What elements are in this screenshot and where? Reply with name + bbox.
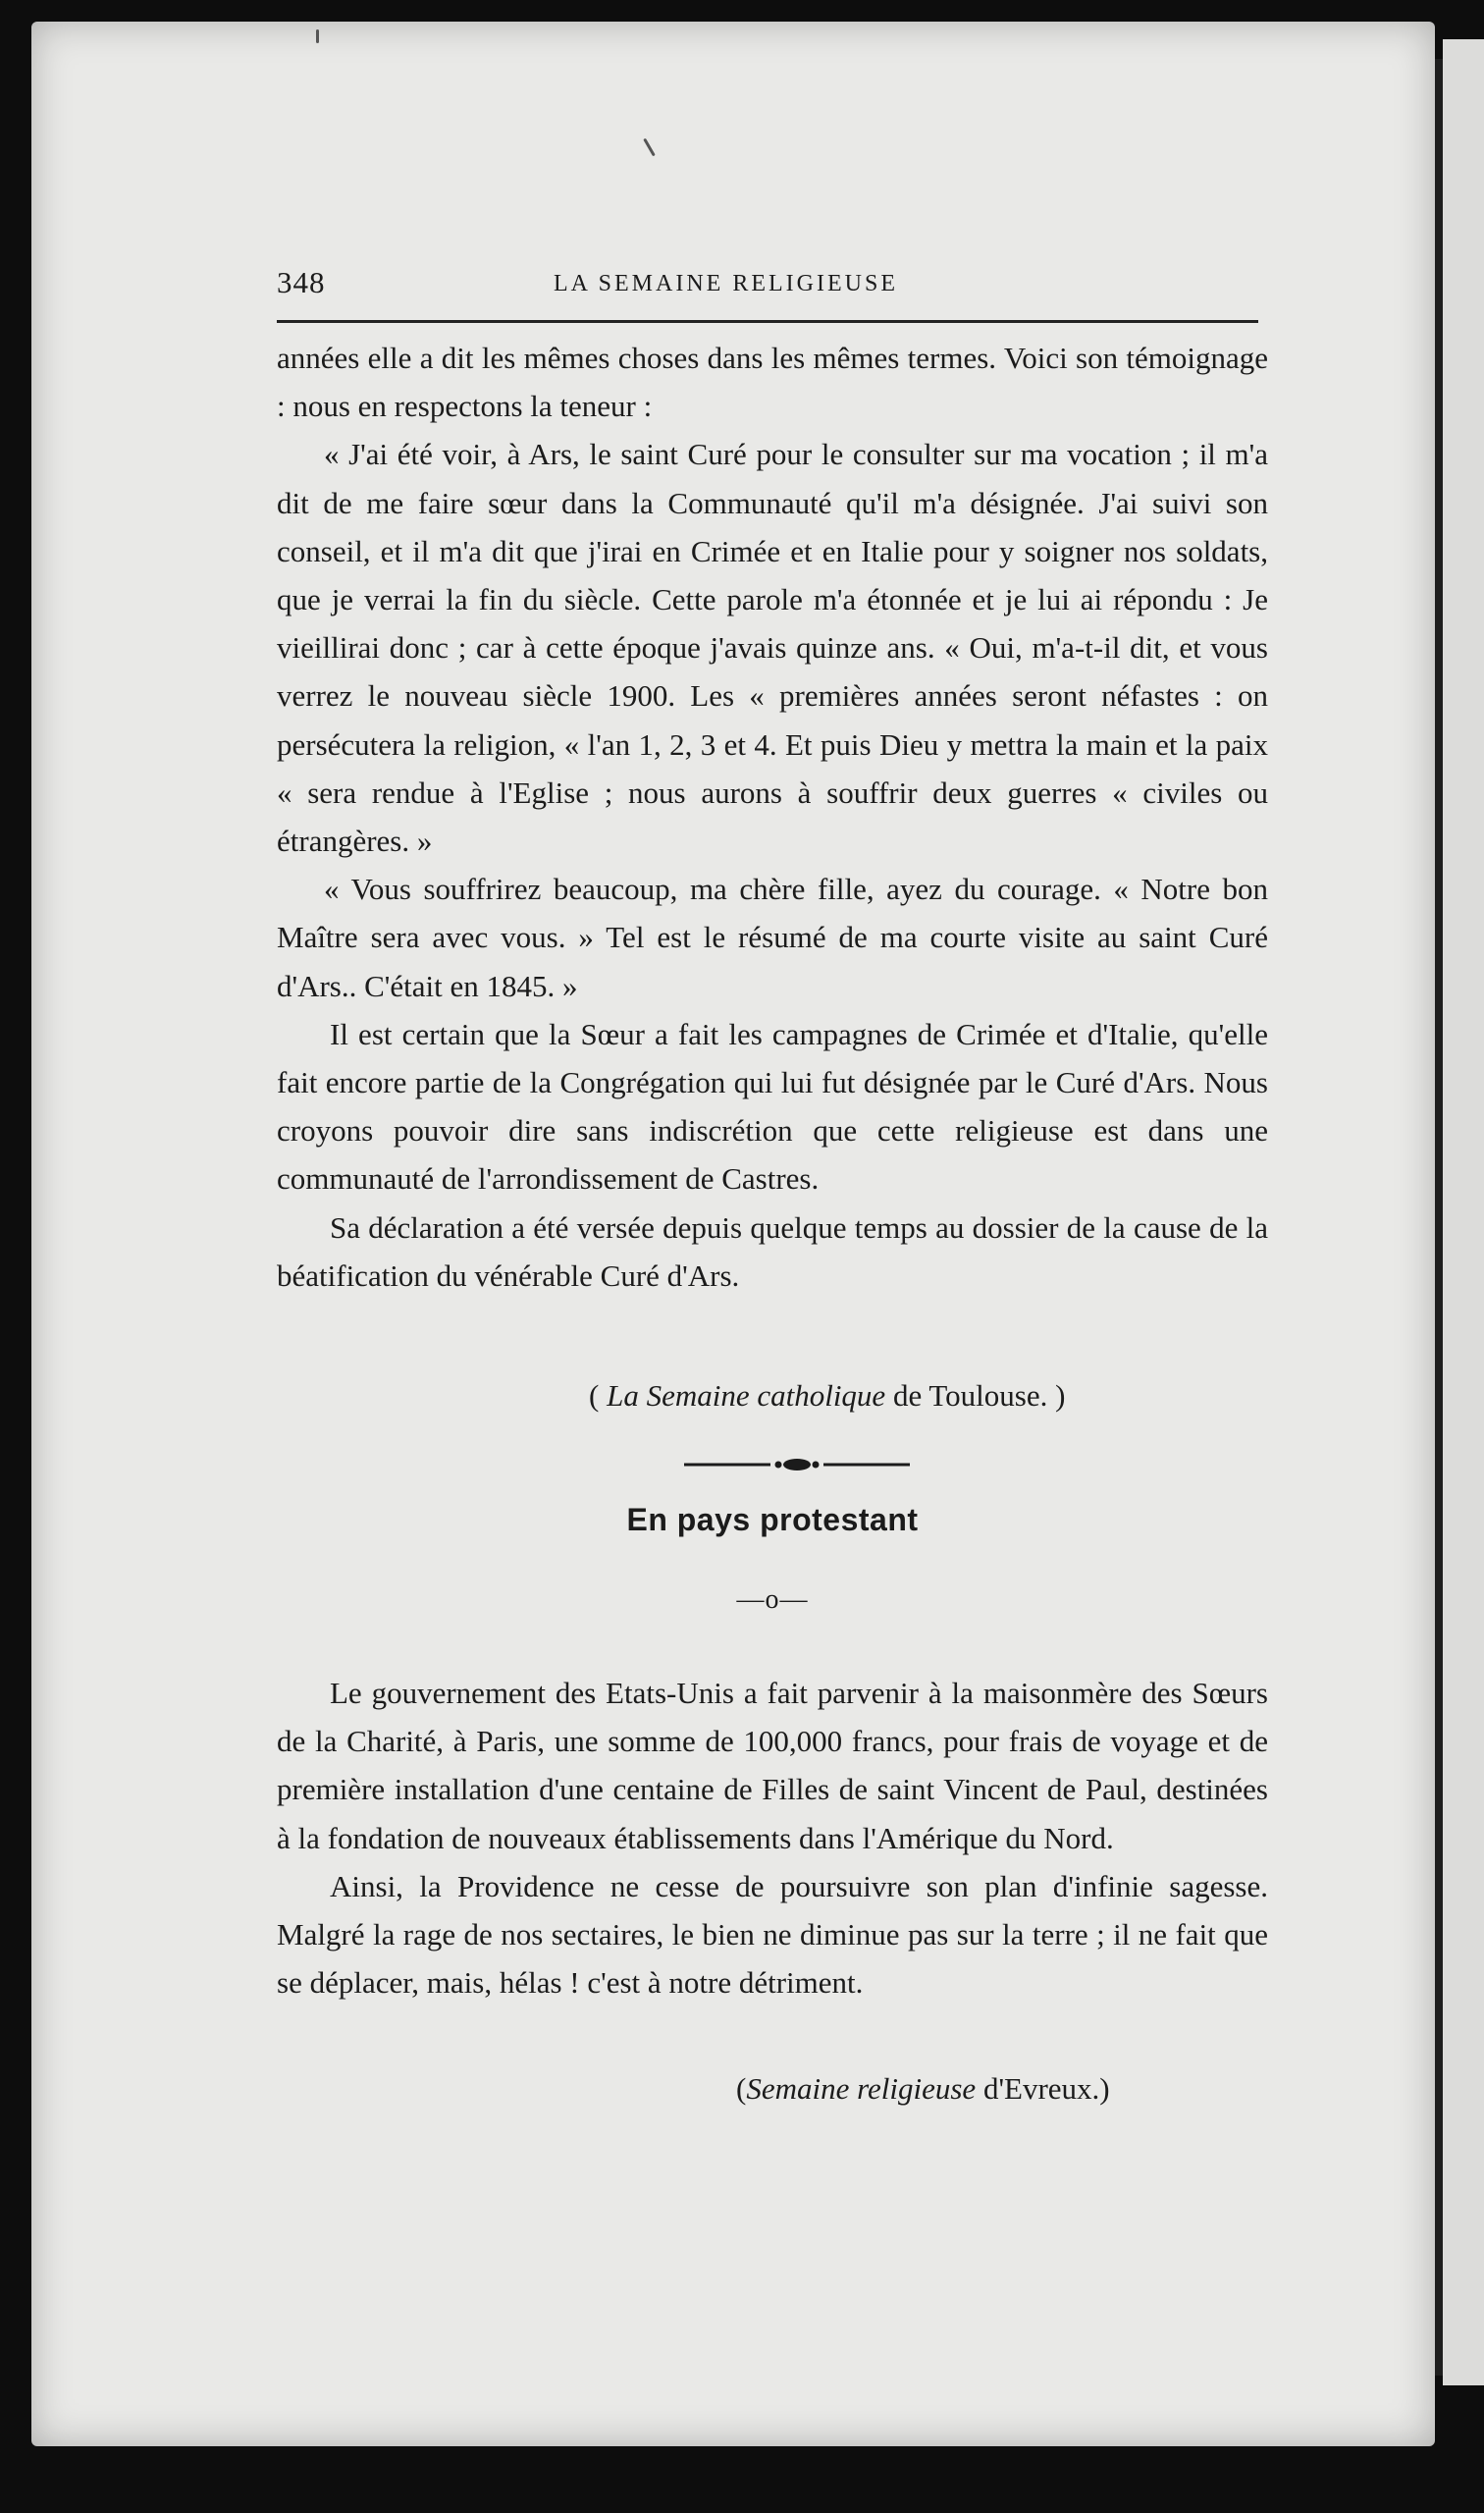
article-1-source: [589, 1378, 1065, 1414]
article-1-body: [277, 334, 1268, 1300]
source-publication: La Semaine catholique: [607, 1378, 886, 1413]
header-rule: [277, 320, 1258, 323]
article-1-paragraph: « J'ai été voir, à Ars, le saint Curé pour le consulter sur ma vocation ; il m'a dit de me faire sœur dans la Communauté qu'il m'a désignée. J'ai suivi son conseil, et il m'a dit que j'irai en Crimée et en Italie pour y soigner nos soldats, que je verrai la fin du siècle. Cette parole m'a étonnée et je lui ai répondu : Je vieillirai donc ; car à cette époque j'avais quinze ans. « Oui, m'a-t-il dit, et vous verrez le nouveau siècle 1900. Les « premières années seront néfastes : on persécutera la religion, « l'an 1, 2, 3 et 4. Et puis Dieu y mettra la main et la paix « sera rendue à l'Eglise ; nous aurons à souffrir deux guerres « civiles ou étrangères. »: [277, 437, 1268, 859]
source-rest: de Toulouse. ): [885, 1378, 1066, 1413]
page-number: 348: [277, 265, 326, 299]
article-1-paragraph: « Vous souffrirez beaucoup, ma chère fille, ayez du courage. « Notre bon Maître sera avec vous. » Tel est le résumé de ma courte visite au saint Curé d'Ars.. C'était en 1845. »: [277, 872, 1268, 1003]
article-2-paragraph: Le gouvernement des Etats-Unis a fait parvenir à la maisonmère des Sœurs de la Charité, à Paris, une somme de 100,000 francs, pour frais de voyage et de première installation d'une centaine de Filles de saint Vincent de Paul, destinées à la fondation de nouveaux établissements dans l'Amérique du Nord.: [277, 1676, 1268, 1855]
article-1-paragraph: Il est certain que la Sœur a fait les campagnes de Crimée et d'Italie, qu'elle fait encore partie de la Congrégation qui lui fut désignée par le Curé d'Ars. Nous croyons pouvoir dire sans indiscrétion que cette religieuse est dans une communauté de l'arrondissement de Castres.: [277, 1016, 1268, 1197]
source-open: (: [589, 1378, 608, 1413]
source-open: (: [736, 2071, 747, 2106]
section-title: En pays protestant: [626, 1502, 919, 1537]
scan-speck: [316, 29, 319, 43]
running-header: [277, 263, 1258, 318]
article-1-paragraph: Sa déclaration a été versée depuis quelque temps au dossier de la cause de la béatification du vénérable Curé d'Ars.: [277, 1209, 1268, 1293]
adjacent-page-edge: [1443, 39, 1484, 2385]
running-title: LA SEMAINE RELIGIEUSE: [554, 271, 898, 296]
section-ornament: [684, 1445, 910, 1484]
testimony-quote: [277, 430, 1268, 1009]
article-1-paragraph: années elle a dit les mêmes choses dans les mêmes termes. Voici son témoignage : nous en respectons la teneur :: [277, 341, 1268, 424]
article-2-source: [736, 2071, 1110, 2107]
source-rest: d'Evreux.): [976, 2071, 1110, 2106]
title-separator: —o—: [736, 1584, 809, 1615]
article-2-paragraph: Ainsi, la Providence ne cesse de poursuivre son plan d'infinie sagesse. Malgré la rage de nos sectaires, le bien ne diminue pas sur la terre ; il ne fait que se déplacer, mais, hélas ! c'est à notre détriment.: [277, 1868, 1268, 2001]
article-2-body: [277, 1669, 1268, 2006]
source-publication: Semaine religieuse: [746, 2071, 977, 2106]
